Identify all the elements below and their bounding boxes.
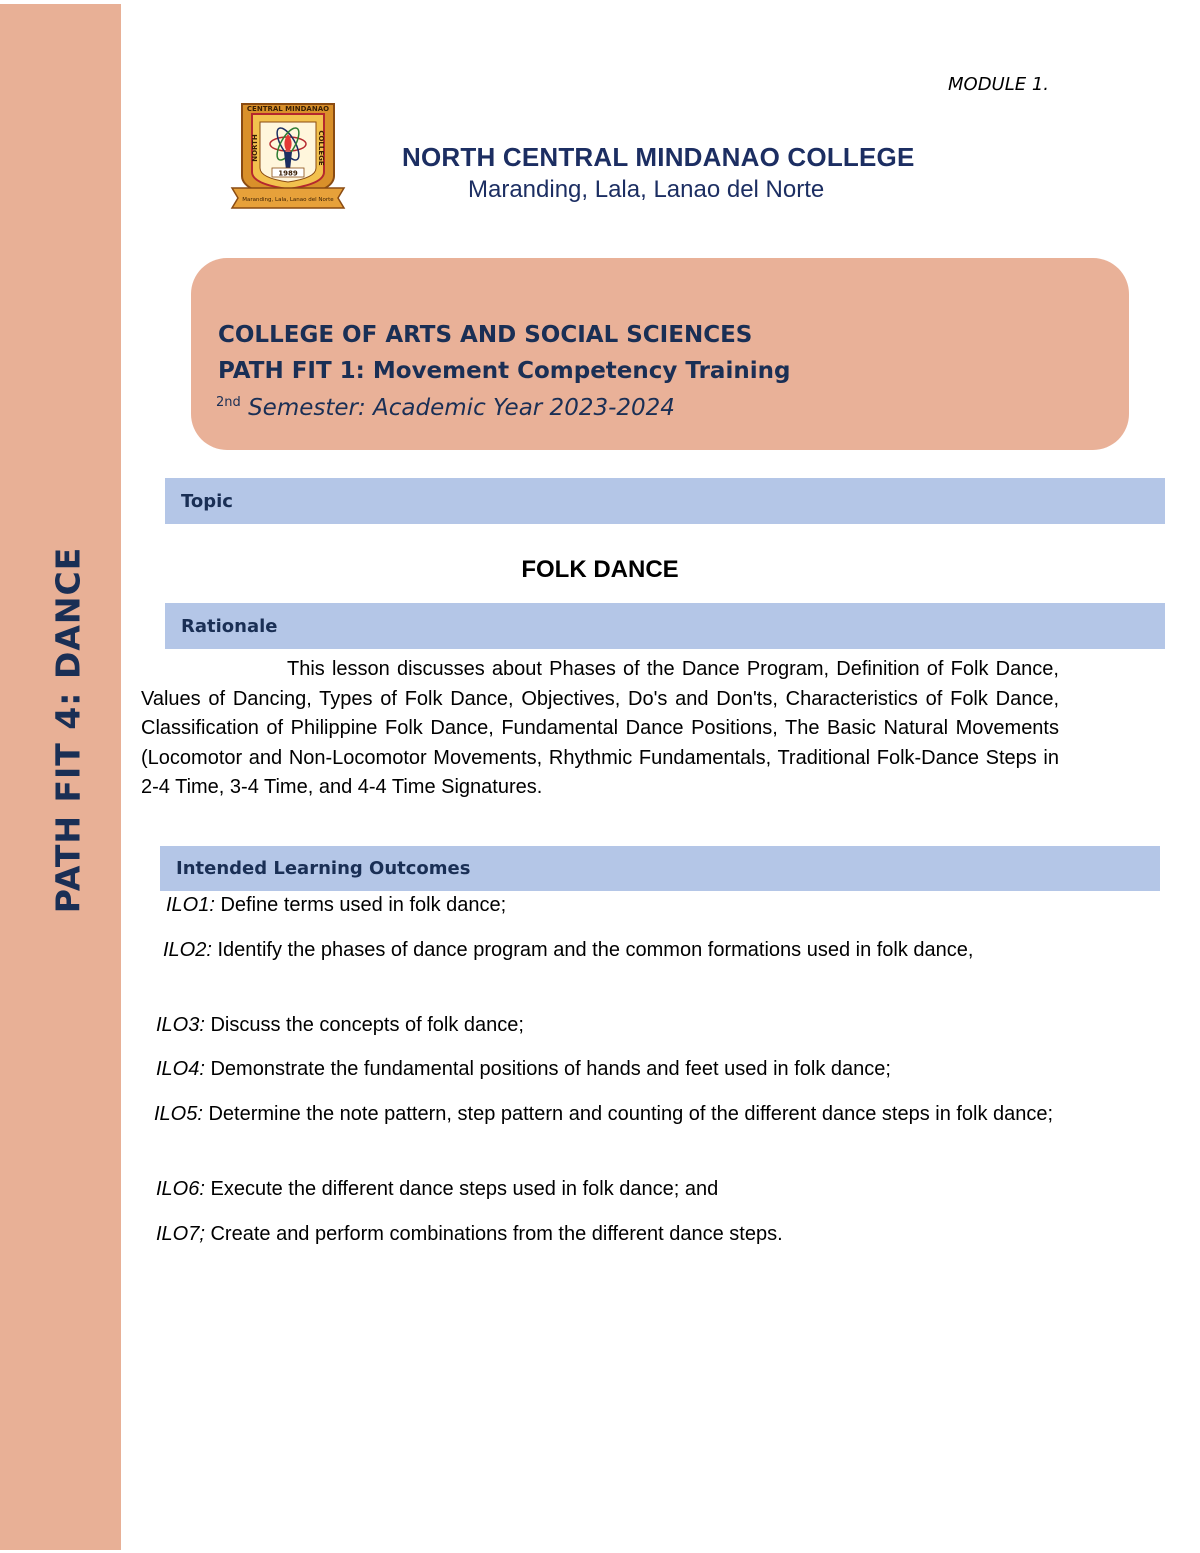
course-banner: [191, 258, 1129, 450]
ilo-code: ILO1:: [166, 894, 215, 916]
college-name: NORTH CENTRAL MINDANAO COLLEGE: [402, 142, 915, 172]
ilo-code: ILO5:: [154, 1103, 203, 1125]
ilo-text: Define terms used in folk dance;: [214, 894, 507, 916]
logo-top-text: CENTRAL MINDANAO: [246, 105, 330, 113]
logo-ribbon-text: Maranding, Lala, Lanao del Norte: [242, 197, 334, 203]
logo-left-text: NORTH: [251, 134, 259, 162]
ilo-code: ILO7;: [156, 1223, 205, 1245]
ilo-code: ILO4:: [156, 1058, 205, 1080]
ilo-text: Discuss the concepts of folk dance;: [204, 1014, 524, 1036]
ilo-code: ILO6:: [156, 1178, 205, 1200]
ilo-text: Identify the phases of dance program and the common formations used in folk dance,: [211, 939, 974, 961]
logo-year: 1989: [278, 169, 298, 178]
ilo-text: Execute the different dance steps used in folk dance; and: [204, 1178, 719, 1200]
side-label: PATH FIT 4: DANCE: [48, 546, 88, 914]
ilo-item-3: [156, 1010, 1056, 1040]
ilo-header: Intended Learning Outcomes: [160, 846, 1160, 891]
ilo-item-2: [141, 935, 1061, 965]
ilo-item-4: [156, 1054, 1056, 1084]
ilo-code: ILO3:: [156, 1014, 205, 1036]
college-department: COLLEGE OF ARTS AND SOCIAL SCIENCES: [218, 322, 753, 348]
ilo-item-5: [141, 1099, 1061, 1129]
semester-text: Semester: Academic Year 2023-2024: [240, 395, 675, 421]
module-label: MODULE 1.: [948, 74, 1050, 95]
ilo-code: ILO2:: [163, 939, 212, 961]
ilo-text: Create and perform combinations from the different dance steps.: [204, 1223, 783, 1245]
rationale-header: Rationale: [165, 603, 1165, 649]
ilo-text: Demonstrate the fundamental positions of hands and feet used in folk dance;: [204, 1058, 891, 1080]
ilo-item-1: [166, 890, 1066, 920]
college-address: Maranding, Lala, Lanao del Norte: [468, 176, 825, 203]
semester-line: [216, 395, 675, 421]
semester-ordinal: 2nd: [216, 395, 241, 410]
course-title: PATH FIT 1: Movement Competency Training: [218, 358, 791, 384]
logo-right-text: COLLEGE: [317, 130, 325, 166]
ilo-item-7: [156, 1219, 1056, 1249]
ilo-item-6: [156, 1174, 1056, 1204]
topic-title: FOLK DANCE: [521, 556, 679, 583]
rationale-text: This lesson discusses about Phases of the Dance Program, Definition of Folk Dance, Values of Dancing, Types of Folk Dance, Objectives, Do's and Don'ts, Characteristics of Folk Dance, Classification of Philippine Folk Dance, Fundamental Dance Positions, The Basic Natural Movements (Locomotor and Non-Locomotor Movements, Rhythmic Fundamentals, Traditional Folk-Dance Steps in 2-4 Time, 3-4 Time, and 4-4 Time Signatures.: [141, 658, 1059, 798]
topic-header: Topic: [165, 478, 1165, 524]
ilo-text: Determine the note pattern, step pattern and counting of the different dance steps in folk dance;: [202, 1103, 1054, 1125]
college-logo: [228, 92, 348, 216]
